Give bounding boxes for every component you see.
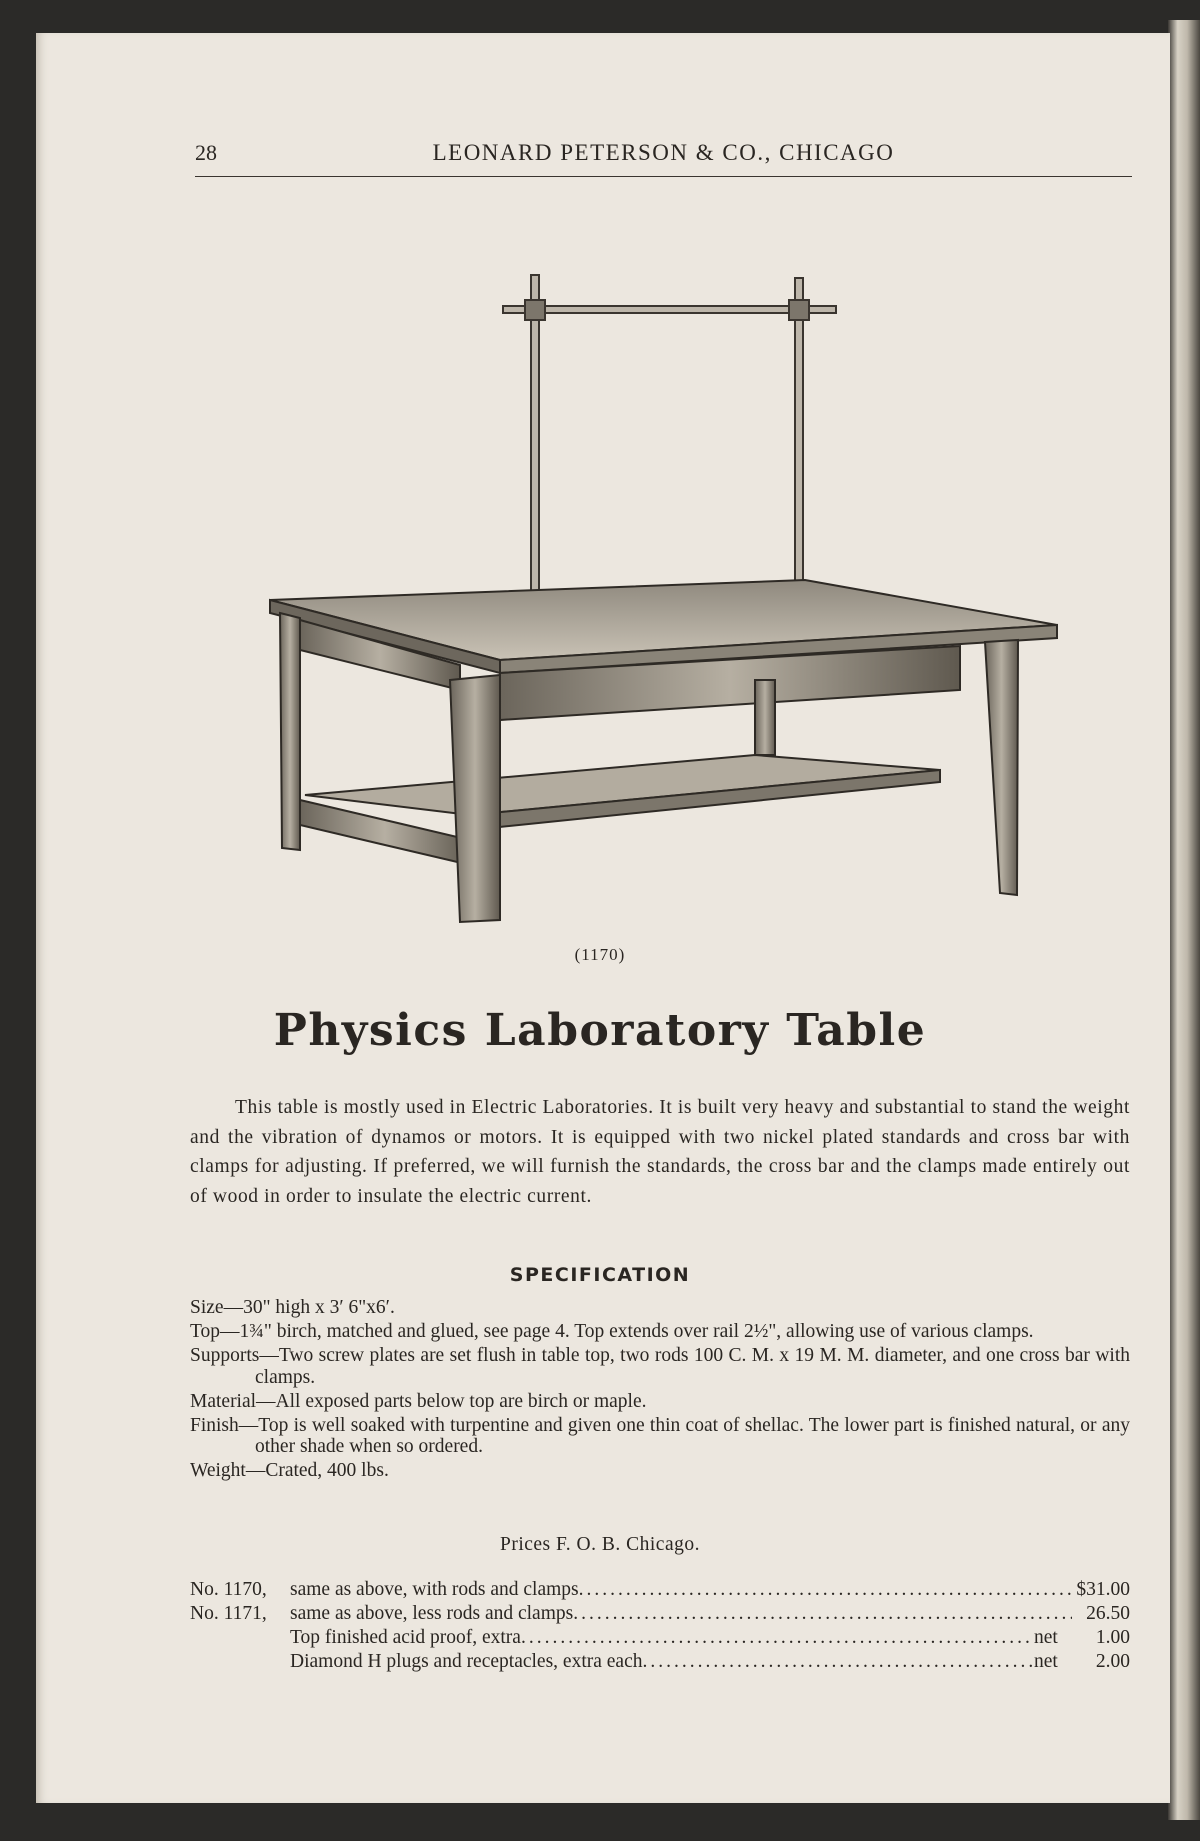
- item-description: Diamond H plugs and receptacles, extra each: [290, 1651, 643, 1672]
- leader-dots: [579, 1578, 1072, 1602]
- spec-weight: Weight—Crated, 400 lbs.: [190, 1460, 389, 1481]
- figure-caption: (1170): [574, 945, 626, 964]
- table-illustration: [260, 270, 1070, 950]
- specification-list: [190, 1297, 1130, 1484]
- item-number: [190, 1626, 290, 1650]
- table-body: [270, 580, 1057, 922]
- net-label: net: [1034, 1627, 1058, 1648]
- specification-heading: SPECIFICATION: [509, 1264, 691, 1286]
- item-price: $31.00: [1076, 1579, 1130, 1600]
- spec-material: Material—All exposed parts below top are birch or maple.: [190, 1390, 647, 1412]
- product-description: This table is mostly used in Electric Laboratories. It is built very heavy and substantial to stand the weight and the vibration of dynamos or motors. It is equipped with two nickel plated standards and cross bar with clamps for adjusting. If preferred, we will furnish the standards, the cross bar and the clamps made entirely out of wood in order to insulate the electric current.: [190, 1097, 1130, 1207]
- price-row: [190, 1602, 1130, 1626]
- net-label: net: [1034, 1651, 1058, 1672]
- item-price: 1.00: [1095, 1627, 1130, 1648]
- price-list: [190, 1578, 1130, 1674]
- running-title: LEONARD PETERSON & CO., CHICAGO: [432, 140, 895, 165]
- spec-size: Size—30" high x 3′ 6"x6′.: [190, 1297, 395, 1318]
- product-title: Physics Laboratory Table: [273, 1005, 927, 1056]
- item-description: same as above, with rods and clamps: [290, 1579, 579, 1600]
- spec-top: Top—1¾" birch, matched and glued, see page 4. Top extends over rail 2½", allowing use of various clamps.: [190, 1321, 1034, 1342]
- standards-and-crossbar: [503, 275, 836, 620]
- prices-heading: Prices F. O. B. Chicago.: [499, 1534, 700, 1555]
- item-description: same as above, less rods and clamps: [290, 1603, 574, 1624]
- price-row: [190, 1650, 1130, 1674]
- leader-dots: [573, 1602, 1072, 1626]
- spec-finish: Finish—Top is well soaked with turpentine and given one thin coat of shellac. The lower part is finished natural, or any other shade when so ordered.: [190, 1414, 1130, 1457]
- price-row: [190, 1626, 1130, 1650]
- item-price: 2.00: [1095, 1651, 1130, 1672]
- item-description: Top finished acid proof, extra: [290, 1627, 521, 1648]
- spec-supports: Supports—Two screw plates are set flush in table top, two rods 100 C. M. x 19 M. M. diameter, and one cross bar with clamps.: [190, 1345, 1130, 1388]
- item-number: No. 1170,: [190, 1579, 267, 1600]
- leader-dots: [521, 1626, 1034, 1650]
- leader-dots: [642, 1650, 1034, 1674]
- page-number: 28: [195, 140, 217, 165]
- item-price: 26.50: [1086, 1603, 1130, 1624]
- running-header: [195, 136, 1132, 177]
- price-row: [190, 1578, 1130, 1602]
- item-number: [190, 1650, 290, 1674]
- item-number: No. 1171,: [190, 1603, 267, 1624]
